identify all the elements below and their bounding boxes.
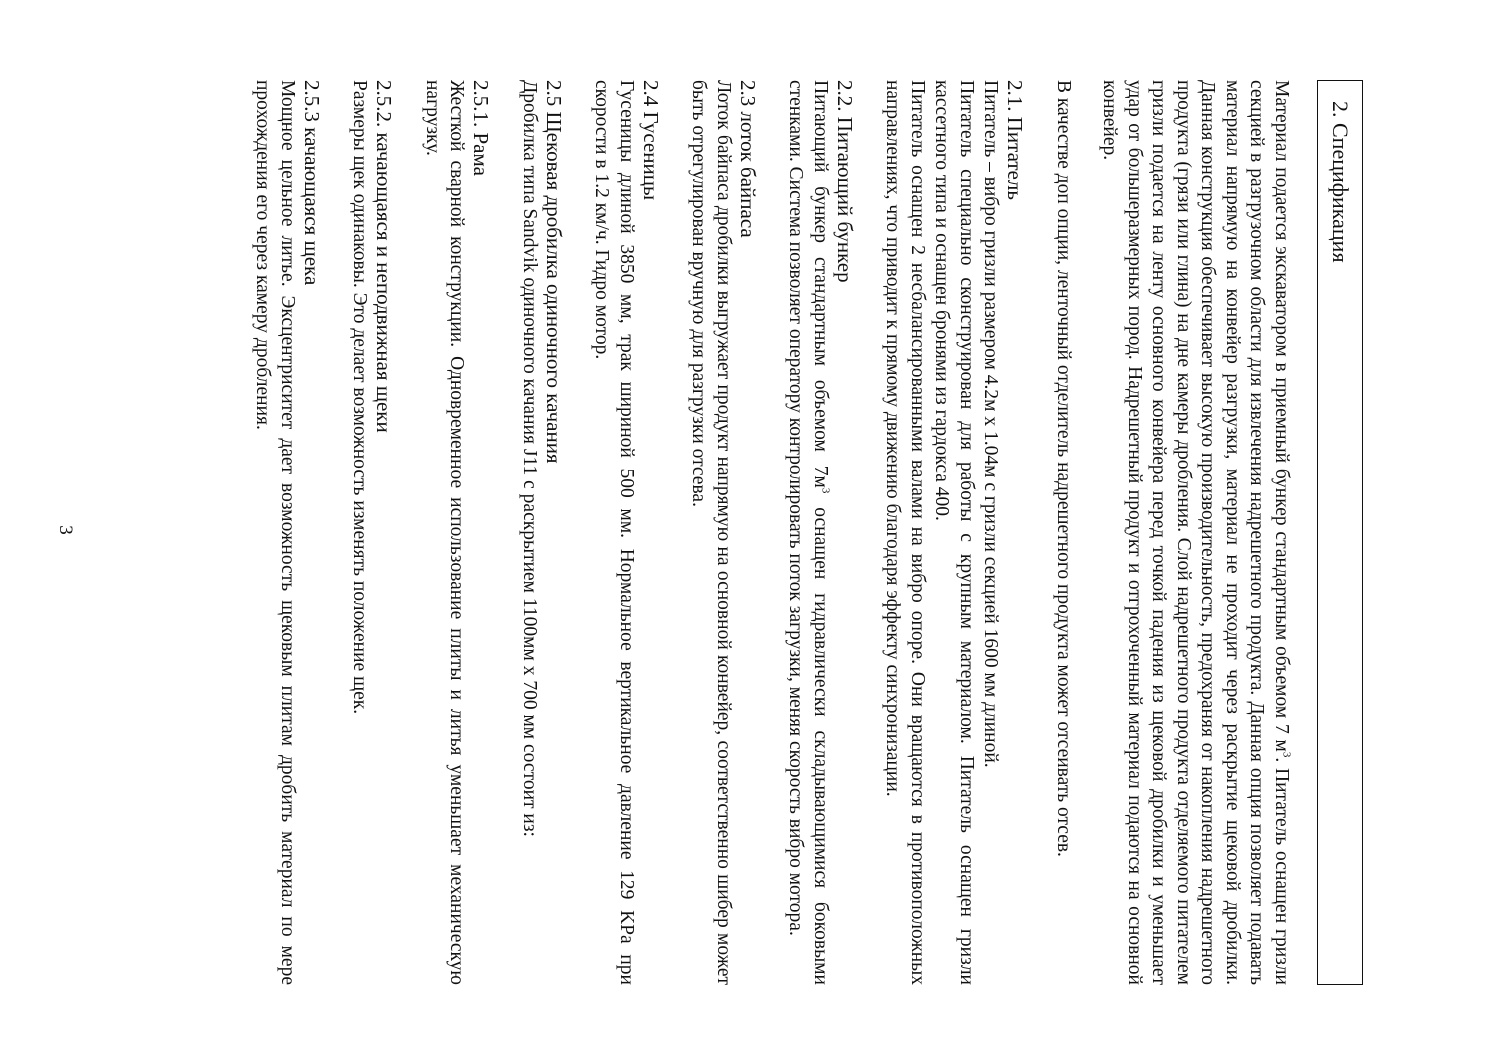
- tracks-paragraph: Гусеницы длиной 3850 мм, трак шириной 500 мм. Нормальное вертикальное давление 129 KPa при скорости в 1.2 км/ч. Гидро мотор.: [591, 80, 637, 985]
- hopper-text-part: Питающий бункер стандартным объемом 7м: [810, 80, 831, 488]
- heading-tracks: 2.4 Гусеницы: [639, 80, 663, 201]
- heading-frame: 2.5.1. Рама: [469, 80, 494, 176]
- heading-jaw-crusher: 2.5 Щековая дробилка одиночного качания: [542, 80, 566, 464]
- jaw-crusher-paragraph: Дробилка типа Sandvik одиночного качания J11 с раскрытием 1100мм х 700 мм состоит из:: [519, 80, 540, 837]
- jaws-paragraph: Размеры щек одинаковы. Это делает возможность изменять положение щек.: [349, 80, 371, 715]
- feeder-paragraph: Питатель специально сконструирован для работы с крупным материалом. Питатель оснащен гризли кассетного типа и оснащен бронями из гардокса 400.: [931, 80, 977, 985]
- intro-paragraph: [1097, 80, 1293, 985]
- swing-jaw-paragraph: Мощное цельное литье. Эксцентриситет дает возможность щековым плитам дробить материал по мере прохождения его через камеру дробления.: [252, 80, 298, 985]
- section-title: 2. Спецификация: [1328, 101, 1354, 263]
- hopper-paragraph: [783, 80, 832, 985]
- document-content: [250, 80, 1363, 985]
- feeder-paragraph: Питатель оснащен 2 несбалансированными валами на вибро опоре. Они вращаются в противоположных направлениях, что приводит к прямому движению благодаря эффекту синхронизации.: [882, 80, 928, 985]
- hopper-unit-superscript: 3: [819, 487, 832, 494]
- heading-jaws: 2.5.2. качающаяся и неподвижная щеки: [372, 80, 397, 433]
- page-number: 3: [55, 525, 76, 535]
- feeder-paragraph: Питатель – вибро гризли размером 4.2м х 1.04м с гризли секцией 1600 мм длиной.: [980, 80, 1002, 768]
- intro-text-part: Материал подается экскаватором в приемный бункер стандартным объемом 7 м: [1271, 80, 1292, 752]
- intro-text-part: . Питатель оснащен гризли секцией в разгрузочном области для извлечения надрешетного продукта. Данная опция позволяет подавать материал напрямую на конвейер разгрузки, материал не проходит через раскрытие щековой дробилки. Данная конструкция обеспечивает высокую производительность, предохраняя от накопления надрешетного продукта (грязи или глина) на дне камеры дробления. Слой надрешетного продукта отделяемого питателем гризли подается на ленту основного конвейера перед точкой падения из щековой дробилки и уменьшает удар от большеразмерных пород. Надрешетный продукт и отгрохоченный материал подаются на основной конвейер.: [1099, 80, 1292, 985]
- hopper-text-part: оснащен гидравлически складывающимися боковыми стенками. Система позволяет оператору контролировать поток загрузки, меняя скорость вибро мотора.: [785, 80, 831, 985]
- heading-swing-jaw: 2.5.3 качающаяся щека: [300, 80, 324, 286]
- option-paragraph: В качестве доп опции, ленточный отделитель надрешетного продукта может отсеивать отсев.: [1053, 80, 1074, 857]
- heading-bypass: 2.3 лоток байпаса: [736, 80, 760, 238]
- heading-hopper: 2.2. Питающий бункер: [833, 80, 857, 283]
- section-title-box: [1317, 80, 1363, 985]
- frame-paragraph: Жесткой сварной конструкции. Одновременное использование плиты и литья уменьшает механическую нагрузку.: [422, 80, 468, 985]
- heading-feeder: 2.1. Питатель: [1003, 80, 1028, 200]
- bypass-paragraph: Лоток байпаса дробилки выгружает продукт напрямую на основной конвейер, соответственно шибер может быть отрегулирован вручную для разгрузки отсева.: [688, 80, 734, 985]
- intro-unit-superscript: 3: [1280, 751, 1293, 758]
